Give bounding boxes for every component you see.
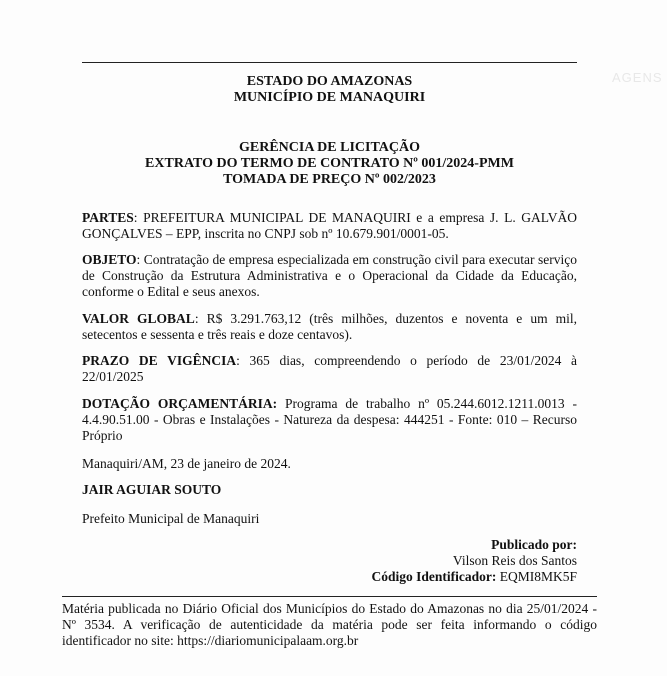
valor-label: VALOR GLOBAL: [82, 311, 195, 326]
prazo-paragraph: [82, 353, 577, 385]
title-contract: EXTRATO DO TERMO DE CONTRATO Nº 001/2024-PMM: [145, 156, 514, 171]
prazo-text: : 365 dias, compreendendo o período de 23/01/2024 à 22/01/2025: [82, 353, 577, 384]
publication-code-line: [371, 569, 577, 585]
code-label: Código Identificador:: [371, 569, 497, 584]
watermark-text: AGENS: [612, 70, 663, 85]
title-tender: TOMADA DE PREÇO Nº 002/2023: [223, 172, 436, 187]
header-state: ESTADO DO AMAZONAS: [246, 74, 413, 89]
signer-name: JAIR AGUIAR SOUTO: [82, 482, 222, 497]
dotacao-paragraph: [82, 396, 577, 444]
objeto-text: : Contratação de empresa especializada em construção civil para executar serviço de Construção da Estrutura Administrativa e o Operacional da Cidade da Educação, conforme o Edital e seus anexos.: [82, 252, 577, 299]
partes-label: PARTES: [82, 210, 134, 225]
header-municipality: MUNICÍPIO DE MANAQUIRI: [233, 90, 426, 105]
top-divider: [82, 62, 577, 63]
title-department: GERÊNCIA DE LICITAÇÃO: [239, 140, 420, 155]
dotacao-label: DOTAÇÃO ORÇAMENTÁRIA:: [82, 396, 278, 411]
header-block: [82, 74, 577, 106]
prazo-label: PRAZO DE VIGÊNCIA: [82, 353, 237, 368]
bottom-divider: [62, 596, 597, 597]
publication-block: [371, 537, 577, 585]
valor-paragraph: [82, 311, 577, 343]
date-line: Manaquiri/AM, 23 de janeiro de 2024.: [82, 456, 291, 471]
partes-paragraph: [82, 210, 577, 242]
publication-label: Publicado por:: [491, 537, 577, 552]
objeto-paragraph: [82, 252, 577, 300]
valor-text: : R$ 3.291.763,12 (três milhões, duzentos e noventa e um mil, setecentos e sessenta e três reais e doze centavos).: [82, 311, 577, 342]
dotacao-text: Programa de trabalho nº 05.244.6012.1211.0013 - 4.4.90.51.00 - Obras e Instalações - Natureza da despesa: 444251 - Fonte: 010 – Recurso Próprio: [82, 396, 577, 443]
objeto-label: OBJETO: [82, 252, 137, 267]
partes-text: : PREFEITURA MUNICIPAL DE MANAQUIRI e a empresa J. L. GALVÃO GONÇALVES – EPP, inscrita no CNPJ sob nº 10.679.901/0001-05.: [82, 210, 577, 241]
publication-publisher: Vilson Reis dos Santos: [452, 553, 577, 568]
code-value: EQMI8MK5F: [499, 569, 577, 584]
signer-role: Prefeito Municipal de Manaquiri: [82, 511, 260, 526]
title-block: [82, 140, 577, 188]
footer-note: Matéria publicada no Diário Oficial dos Municípios do Estado do Amazonas no dia 25/01/2024 - Nº 3534. A verificação de autenticidade da matéria pode ser feita informando o código identificador no site: https://diariomunicipalaam.org.br: [62, 601, 597, 648]
